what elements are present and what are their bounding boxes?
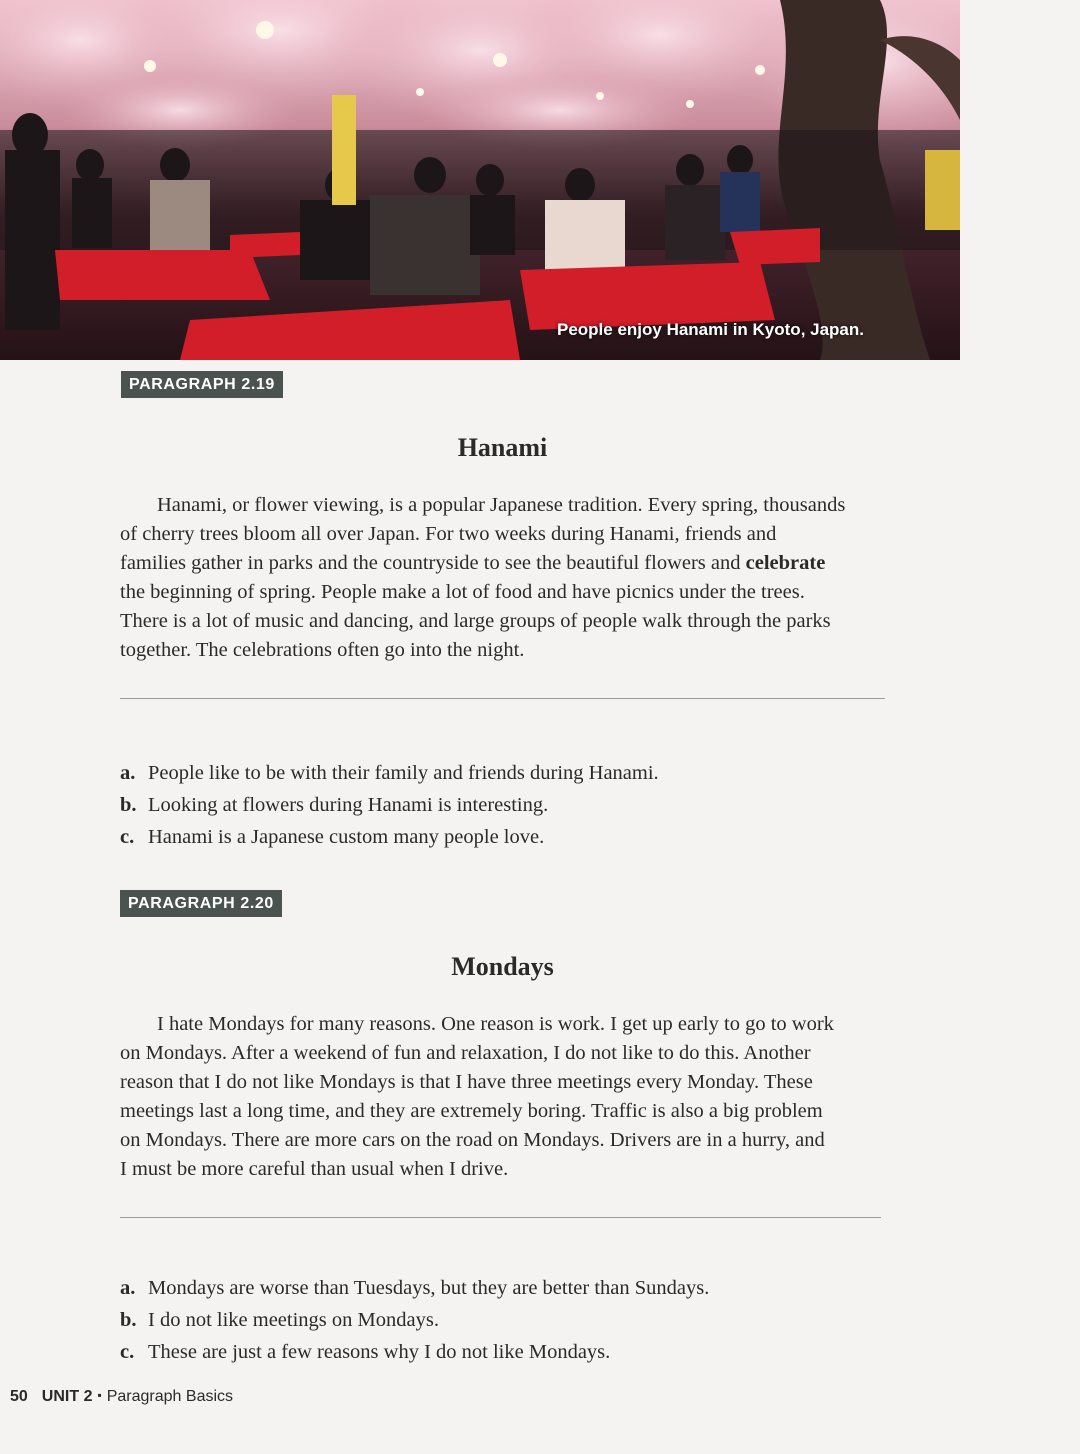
option-text: These are just a few reasons why I do not like Mondays.	[148, 1341, 611, 1363]
paragraph-line: reason that I do not like Mondays is that I have three meetings every Monday. These	[120, 1071, 813, 1093]
answer-options	[120, 1272, 885, 1368]
bold-vocabulary-word: celebrate	[745, 552, 826, 574]
hanami-photo-illustration	[0, 0, 960, 360]
paragraph-line: There is a lot of music and dancing, and large groups of people walk through the parks	[120, 610, 831, 632]
paragraph-tag: PARAGRAPH 2.20	[120, 890, 282, 917]
option-text: Looking at flowers during Hanami is interesting.	[148, 794, 549, 816]
option-item	[120, 757, 885, 789]
option-letter: b.	[120, 794, 137, 816]
answer-line	[120, 1217, 881, 1218]
paragraph-line	[120, 549, 885, 578]
paragraph-title: Mondays	[451, 952, 554, 981]
answer-line	[120, 698, 885, 699]
option-text: Mondays are worse than Tuesdays, but they are better than Sundays.	[148, 1277, 710, 1299]
paragraph-line: Hanami, or flower viewing, is a popular Japanese tradition. Every spring, thousands	[157, 494, 846, 516]
paragraph-line: I hate Mondays for many reasons. One reason is work. I get up early to go to work	[157, 1013, 834, 1035]
option-letter: a.	[120, 762, 136, 784]
paragraph-line: meetings last a long time, and they are extremely boring. Traffic is also a big problem	[120, 1100, 823, 1122]
footer-separator: ▪	[97, 1388, 102, 1402]
page-number: 50	[10, 1388, 28, 1405]
page-footer	[10, 1388, 233, 1406]
paragraph-body	[120, 1010, 885, 1184]
paragraph-body	[120, 491, 885, 665]
option-text: Hanami is a Japanese custom many people love.	[148, 826, 545, 848]
option-item	[120, 789, 885, 821]
option-letter: c.	[120, 826, 135, 848]
hanami-photo	[0, 0, 960, 360]
option-letter: b.	[120, 1309, 137, 1331]
paragraph-line: together. The celebrations often go into the night.	[120, 639, 525, 661]
option-letter: a.	[120, 1277, 136, 1299]
option-item	[120, 1304, 885, 1336]
option-item	[120, 1272, 885, 1304]
option-item	[120, 821, 885, 853]
option-letter: c.	[120, 1341, 135, 1363]
paragraph-tag: PARAGRAPH 2.19	[121, 371, 283, 398]
option-text: I do not like meetings on Mondays.	[148, 1309, 439, 1331]
paragraph-line: on Mondays. After a weekend of fun and relaxation, I do not like to do this. Another	[120, 1042, 811, 1064]
answer-options	[120, 757, 885, 853]
unit-title: Paragraph Basics	[106, 1388, 234, 1405]
paragraph-line-text: families gather in parks and the countryside to see the beautiful flowers and	[120, 552, 741, 574]
option-item	[120, 1336, 885, 1368]
option-text: People like to be with their family and friends during Hanami.	[148, 762, 659, 784]
paragraph-line: I must be more careful than usual when I drive.	[120, 1158, 509, 1180]
paragraph-line: the beginning of spring. People make a lot of food and have picnics under the trees.	[120, 581, 805, 603]
photo-caption: People enjoy Hanami in Kyoto, Japan.	[556, 320, 864, 339]
unit-label: UNIT 2	[41, 1388, 93, 1405]
paragraph-line: of cherry trees bloom all over Japan. For two weeks during Hanami, friends and	[120, 523, 777, 545]
paragraph-title: Hanami	[457, 433, 548, 462]
paragraph-line: on Mondays. There are more cars on the road on Mondays. Drivers are in a hurry, and	[120, 1129, 825, 1151]
